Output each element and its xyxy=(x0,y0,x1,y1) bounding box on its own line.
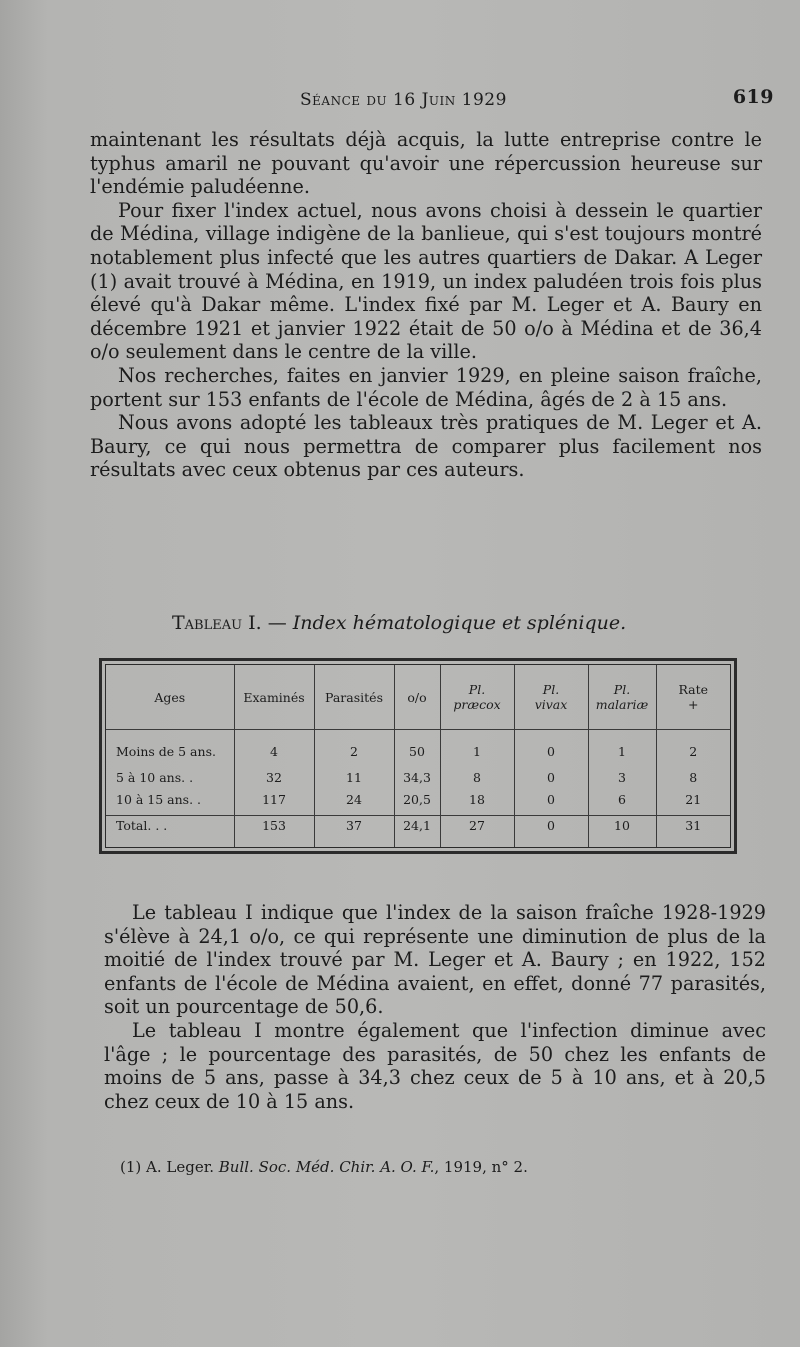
header-ages: Ages xyxy=(106,665,234,730)
table-row: 10 à 15 ans. . 117 24 20,5 18 0 6 21 xyxy=(106,792,730,815)
header-parasites: Parasités xyxy=(314,665,394,730)
data-table xyxy=(106,665,730,847)
footnote-suffix: , 1919, n° 2. xyxy=(434,1158,528,1176)
footnote-prefix: (1) A. Leger. xyxy=(120,1158,219,1176)
data-table-frame xyxy=(99,658,737,854)
paragraph: maintenant les résultats déjà acquis, la lutte entreprise contre le typhus amaril ne pouvant qu'avoir une répercussion heureuse sur l'endémie paludéenne. xyxy=(90,128,762,199)
paragraph: Nos recherches, faites en janvier 1929, en pleine saison fraîche, portent sur 153 enfants de l'école de Médina, âgés de 2 à 15 ans. xyxy=(90,363,762,411)
table-caption-dash: — xyxy=(261,612,293,634)
header-title: Séance du 16 Juin 1929 xyxy=(300,90,507,110)
body-text-top xyxy=(90,128,762,482)
header-malariae: Pl. malariæ xyxy=(588,665,656,730)
paragraph: Le tableau I montre également que l'infection diminue avec l'âge ; le pourcentage des parasités, de 50 chez les enfants de moins de 5 ans, passe à 34,3 chez ceux de 5 à 10 ans, et à 20,5 chez ceux de 10 à 15 ans. xyxy=(104,1018,766,1113)
header-examines: Examinés xyxy=(234,665,314,730)
table-caption-label: Tableau I. xyxy=(172,612,262,634)
table-caption-title: Index hématologique et splénique. xyxy=(292,612,627,634)
footnote-journal: Bull. Soc. Méd. Chir. A. O. F. xyxy=(218,1158,435,1176)
paragraph: Pour fixer l'index actuel, nous avons choisi à dessein le quartier de Médina, village indigène de la banlieue, qui s'est toujours montré notablement plus infecté que les autres quartiers de Dakar. A Leger (1) avait trouvé à Médina, en 1919, un index paludéen trois fois plus élevé qu'à Dakar même. L'index fixé par M. Leger et A. Baury en décembre 1921 et janvier 1922 était de 50 o/o à Médina et de 36,4 o/o seulement dans le centre de la ville. xyxy=(90,198,762,364)
body-text-bottom xyxy=(104,901,766,1113)
table-row: 5 à 10 ans. . 32 11 34,3 8 0 3 8 xyxy=(106,770,730,792)
footnote xyxy=(120,1158,760,1176)
page-number: 619 xyxy=(732,86,774,108)
paragraph: Le tableau I indique que l'index de la saison fraîche 1928-1929 s'élève à 24,1 o/o, ce qui représente une diminution de plus de la moitié de l'index trouvé par M. Leger et A. Baury ; en 1922, 152 enfants de l'école de Médina avaient, en effet, donné 77 parasités, soit un pourcentage de 50,6. xyxy=(104,901,766,1019)
table-header-row xyxy=(106,665,730,730)
header-vivax: Pl. vivax xyxy=(514,665,588,730)
header-rate: Rate + xyxy=(656,665,730,730)
paragraph: Nous avons adopté les tableaux très pratiques de M. Leger et A. Baury, ce qui nous permettra de comparer plus facilement nos résultats avec ceux obtenus par ces auteurs. xyxy=(90,411,762,482)
header-praecox: Pl. præcox xyxy=(440,665,514,730)
table-total-row: Total. . . 153 37 24,1 27 0 10 31 xyxy=(106,815,730,847)
running-header xyxy=(300,86,778,112)
table-caption xyxy=(172,612,732,634)
table-row: Moins de 5 ans. 4 2 50 1 0 1 2 xyxy=(106,730,730,771)
header-pct: o/o xyxy=(394,665,440,730)
